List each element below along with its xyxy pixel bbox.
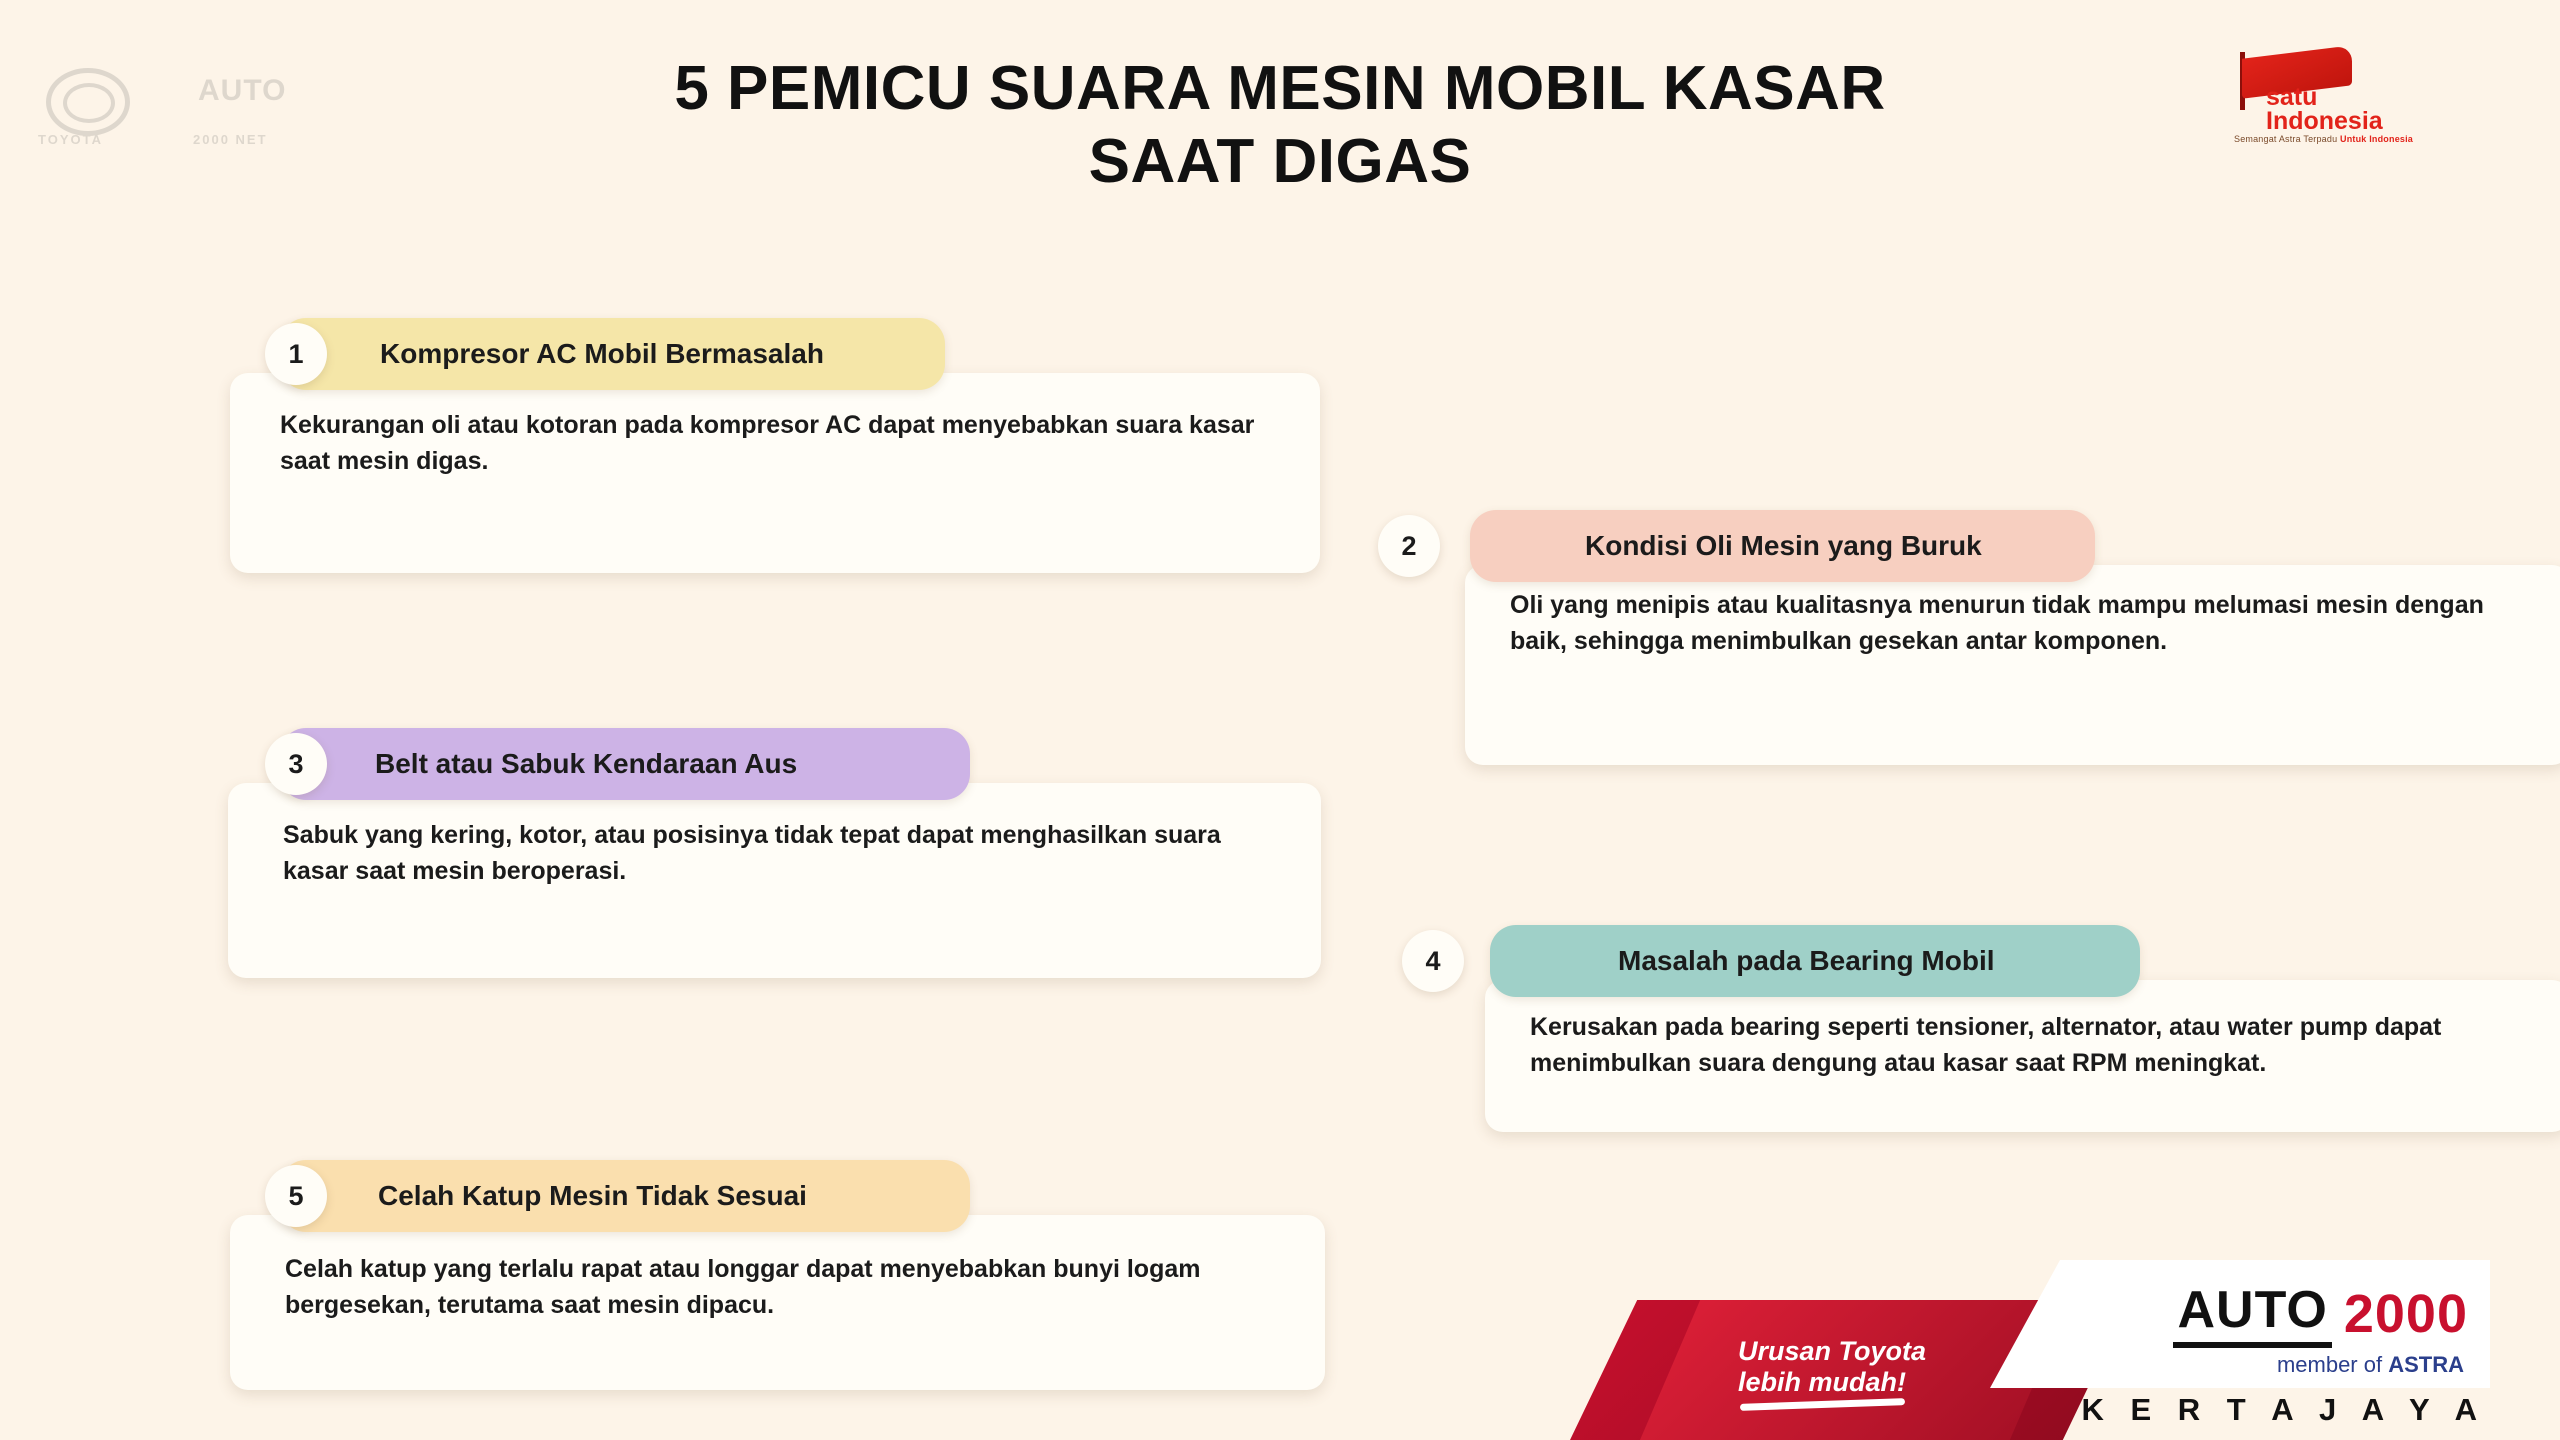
branch-name: K E R T A J A Y A [2081, 1392, 2486, 1427]
point-card-2-description: Oli yang menipis atau kualitasnya menurun tidak mampu melumasi mesin dengan baik, sehingga menimbulkan gesekan antar komponen. [1510, 591, 2484, 655]
point-card-3-description: Sabuk yang kering, kotor, atau posisinya tidak tepat dapat menghasilkan suara kasar saat mesin beroperasi. [283, 821, 1221, 885]
page-title-line-1: 5 PEMICU SUARA MESIN MOBIL KASAR [674, 54, 1886, 123]
point-card-1-description: Kekurangan oli atau kotoran pada kompresor AC dapat menyebabkan suara kasar saat mesin digas. [280, 411, 1255, 475]
point-card-5-number: 5 [265, 1165, 327, 1227]
point-card-5-title: Celah Katup Mesin Tidak Sesuai [378, 1180, 807, 1211]
page-title [430, 52, 2130, 198]
auto-word: AUTO [2173, 1280, 2331, 1348]
point-card-4-title: Masalah pada Bearing Mobil [1618, 945, 1995, 976]
point-card-2-number: 2 [1378, 515, 1440, 577]
point-card-2-title: Kondisi Oli Mesin yang Buruk [1585, 530, 1982, 561]
watermark-label-3: 2000 NET [193, 132, 268, 147]
point-card-4-description: Kerusakan pada bearing seperti tensioner, alternator, atau water pump dapat menimbulkan suara dengung atau kasar saat RPM meningkat. [1530, 1013, 2442, 1077]
tagline-part-1: Semangat Astra Terpadu [2234, 134, 2340, 144]
point-card-1-title-pill [280, 318, 945, 390]
footer-tagline-line-1: Urusan Toyota [1738, 1335, 1927, 1366]
watermark-label-2: AUTO [198, 74, 287, 107]
point-card-2-title-pill [1470, 510, 2095, 582]
point-card-5-title-pill [280, 1160, 970, 1232]
satu-indonesia-wordmark [2266, 83, 2383, 135]
indonesia-word: Indonesia [2266, 106, 2383, 135]
footer-tagline-line-2: lebih mudah! [1738, 1366, 1906, 1397]
auto2000-footer-logo [1570, 1220, 2530, 1440]
point-card-3-title: Belt atau Sabuk Kendaraan Aus [375, 748, 798, 779]
2000-number: 2000 [2343, 1284, 2468, 1344]
astra-brand: ASTRA [2388, 1352, 2464, 1377]
point-card-4-number: 4 [1402, 930, 1464, 992]
satu-indonesia-logo [2232, 52, 2412, 144]
member-of-prefix: member of [2276, 1352, 2389, 1377]
point-card-4-title-pill [1490, 925, 2140, 997]
point-card-1-title: Kompresor AC Mobil Bermasalah [380, 338, 824, 369]
watermark-logo [38, 62, 328, 152]
tagline-part-2: Untuk Indonesia [2340, 134, 2414, 144]
member-of-astra [2277, 1352, 2464, 1378]
point-card-3-number: 3 [265, 733, 327, 795]
watermark-label-1: TOYOTA [38, 132, 103, 147]
toyota-emblem-icon [46, 68, 130, 136]
satu-indonesia-tagline [2234, 134, 2413, 144]
point-card-5-description: Celah katup yang terlalu rapat atau longgar dapat menyebabkan bunyi logam bergesekan, terutama saat mesin dipacu. [285, 1255, 1201, 1319]
satu-word: satu [2266, 83, 2318, 111]
page-title-line-2: SAAT DIGAS [1088, 127, 1472, 197]
footer-tagline [1738, 1336, 1926, 1398]
auto2000-wordmark [2173, 1280, 2468, 1348]
point-card-1-number: 1 [265, 323, 327, 385]
point-card-3-title-pill [280, 728, 970, 800]
